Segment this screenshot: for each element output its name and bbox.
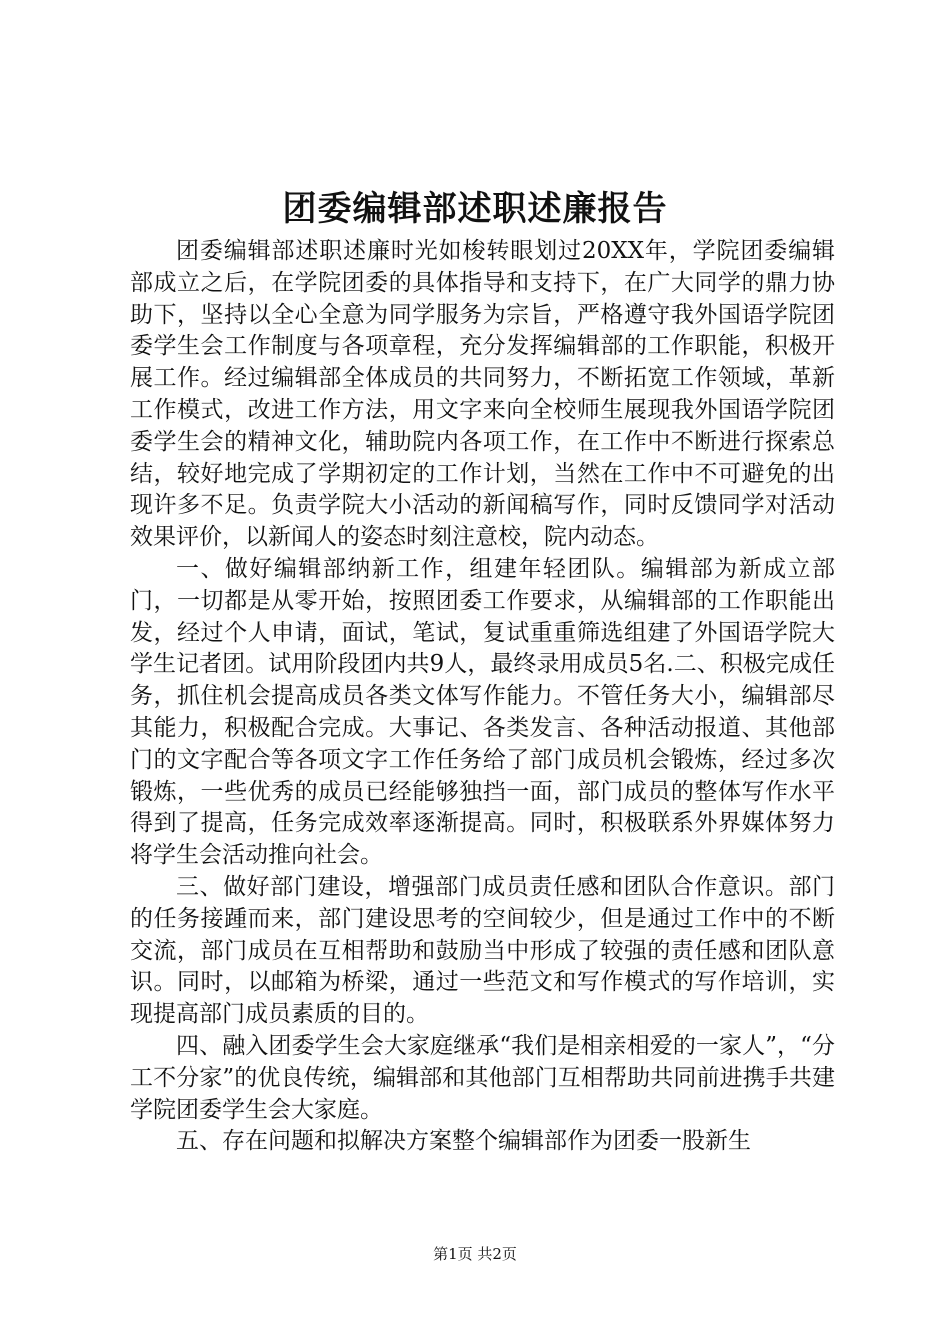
paragraph-intro: 团委编辑部述职述廉时光如梭转眼划过20XX年，学院团委编辑部成立之后，在学院团委的具体指导和支持下，在广大同学的鼎力协助下，坚持以全心全意为同学服务为宗旨，严格遵守我外国语学院团委学生会工作制度与各项章程，充分发挥编辑部的工作职能，积极开展工作。经过编辑部全体成员的共同努力，不断拓宽工作领域，革新工作模式，改进工作方法，用文字来向全校师生展现我外国语学院团委学生会的精神文化，辅助院内各项工作，在工作中不断进行探索总结，较好地完成了学期初定的工作计划，当然在工作中不可避免的出现许多不足。负责学院大小活动的新闻稿写作，同时反馈同学对活动效果评价，以新闻人的姿态时刻注意校，院内动态。 bbox=[130, 238, 835, 551]
paragraph-section-4: 四、融入团委学生会大家庭继承“我们是相亲相爱的一家人”，“分工不分家”的优良传统，编辑部和其他部门互相帮助共同前进携手共建学院团委学生会大家庭。 bbox=[130, 1032, 835, 1123]
paragraph-section-1-2: 一、做好编辑部纳新工作，组建年轻团队。编辑部为新成立部门，一切都是从零开始，按照团委工作要求，从编辑部的工作职能出发，经过个人申请，面试，笔试，复试重重筛选组建了外国语学院大学生记者团。试用阶段团内共9人，最终录用成员5名.二、积极完成任务，抓住机会提高成员各类文体写作能力。不管任务大小，编辑部尽其能力，积极配合完成。大事记、各类发言、各种活动报道、其他部门的文字配合等各项文字工作任务给了部门成员机会锻炼，经过多次锻炼，一些优秀的成员已经能够独挡一面，部门成员的整体写作水平得到了提高，任务完成效率逐渐提高。同时，积极联系外界媒体努力将学生会活动推向社会。 bbox=[130, 555, 835, 869]
page-number-footer: 第1页 共2页 bbox=[433, 1245, 517, 1263]
document-title: 团委编辑部述职述廉报告 bbox=[282, 189, 668, 229]
paragraph-section-5: 五、存在问题和拟解决方案整个编辑部作为团委一股新生 bbox=[176, 1128, 751, 1155]
paragraph-section-3: 三、做好部门建设，增强部门成员责任感和团队合作意识。部门的任务接踵而来，部门建设思考的空间较少，但是通过工作中的不断交流，部门成员在互相帮助和鼓励当中形成了较强的责任感和团队意识。同时，以邮箱为桥梁，通过一些范文和写作模式的写作培训，实现提高部门成员素质的目的。 bbox=[130, 873, 835, 1028]
document-body bbox=[130, 236, 835, 1158]
